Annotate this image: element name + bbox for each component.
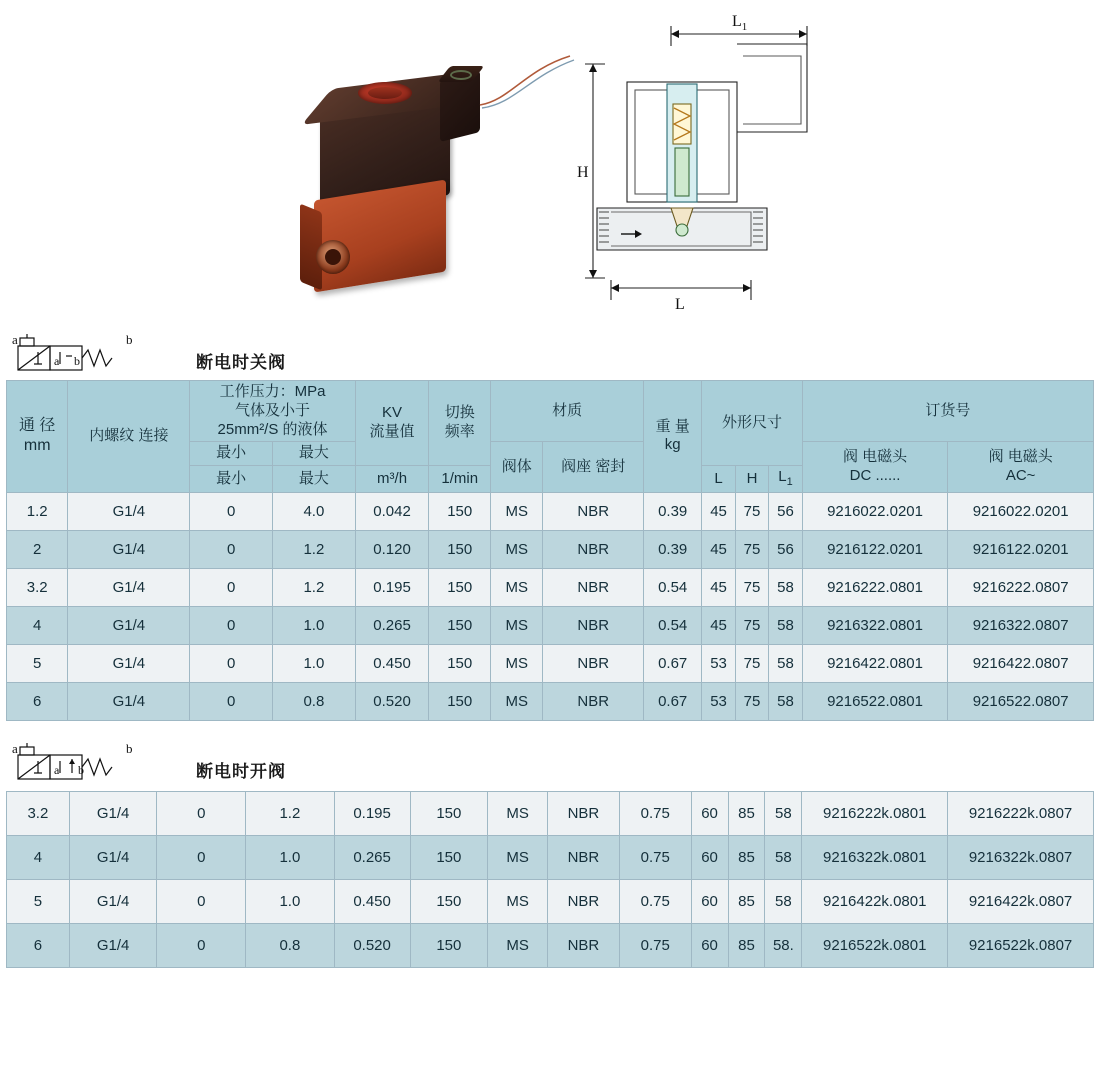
cell-frequency: 150 [429, 606, 491, 644]
cell-dim-h: 85 [728, 791, 765, 835]
valve-port [316, 240, 350, 274]
th-weight-unit: kg [664, 436, 681, 454]
cell-frequency: 150 [410, 923, 488, 967]
dim-label-l: L [675, 296, 685, 312]
th-thread: 内螺纹 连接 [68, 381, 190, 493]
cell-pressure-max: 0.8 [273, 682, 356, 720]
symbol2-label-inner-b: b [78, 762, 84, 777]
th-pressure-title: 工作压力：MPa [219, 383, 326, 400]
valve-symbol-normally-open [8, 743, 158, 789]
cell-weight: 0.75 [619, 923, 691, 967]
cell-order-ac: 9216422.0807 [948, 644, 1094, 682]
dim-label-h: H [577, 164, 589, 181]
cell-bore: 1.2 [7, 492, 68, 530]
table-row [7, 568, 1094, 606]
cell-order-dc: 9216222.0801 [802, 568, 948, 606]
table-row [7, 606, 1094, 644]
th-bore [7, 381, 68, 493]
cell-dim-l: 60 [691, 791, 728, 835]
th-switch-freq: 频率 [444, 423, 475, 440]
cell-order-ac: 9216422k.0807 [948, 879, 1094, 923]
cell-dim-l1: 58 [769, 568, 802, 606]
cell-order-dc: 9216022.0201 [802, 492, 948, 530]
cell-pressure-max: 1.0 [273, 644, 356, 682]
symbol-label-inner-a: a [54, 354, 60, 368]
product-illustrations [0, 0, 1100, 330]
th-dim-l1-label: L [778, 468, 787, 485]
th-dim-l1 [769, 466, 802, 493]
cell-dim-h: 75 [735, 682, 768, 720]
cell-weight: 0.75 [619, 791, 691, 835]
cell-thread: G1/4 [69, 923, 157, 967]
cell-dim-l: 53 [702, 644, 735, 682]
symbol2-label-a: a [12, 742, 18, 756]
th-order-ac [948, 442, 1094, 493]
cell-dim-h: 75 [735, 606, 768, 644]
table-row [7, 682, 1094, 720]
th-material-seat: 阀座 密封 [543, 442, 644, 493]
spec-table-body-open [7, 791, 1094, 967]
th-dims: 外形尺寸 [702, 381, 802, 466]
cell-material-seal: NBR [548, 923, 620, 967]
cell-bore: 2 [7, 530, 68, 568]
cell-order-ac: 9216122.0201 [948, 530, 1094, 568]
cell-pressure-max: 1.2 [246, 791, 335, 835]
cell-dim-h: 75 [735, 492, 768, 530]
cell-pressure-min: 0 [190, 568, 273, 606]
cell-dim-l: 45 [702, 568, 735, 606]
th-weight-label: 重 量 [655, 417, 690, 435]
table-row [7, 879, 1094, 923]
cell-kv: 0.195 [334, 791, 410, 835]
cell-pressure-min: 0 [157, 879, 246, 923]
cell-frequency: 150 [429, 492, 491, 530]
cell-order-dc: 9216322.0801 [802, 606, 948, 644]
cell-material-seal: NBR [543, 492, 644, 530]
th-pressure-min: 最小 [190, 442, 273, 466]
spec-table-open-wrapper [0, 791, 1100, 968]
cell-frequency: 150 [429, 568, 491, 606]
cell-dim-l: 60 [691, 879, 728, 923]
cell-material-seal: NBR [543, 530, 644, 568]
cell-weight: 0.54 [644, 606, 702, 644]
cell-material-body: MS [488, 835, 548, 879]
cell-thread: G1/4 [68, 568, 190, 606]
cell-pressure-max: 1.0 [246, 835, 335, 879]
symbol2-label-inner-a: a [54, 762, 60, 777]
cell-material-seal: NBR [543, 606, 644, 644]
cell-material-seal: NBR [548, 791, 620, 835]
th-kv-unit: m³/h [355, 466, 429, 493]
cell-weight: 0.67 [644, 682, 702, 720]
cell-weight: 0.39 [644, 530, 702, 568]
cell-frequency: 150 [429, 682, 491, 720]
th-kv-flow: 流量值 [369, 423, 415, 440]
cell-dim-l: 45 [702, 492, 735, 530]
coil-nut-inner [368, 87, 402, 99]
cell-material-body: MS [491, 530, 543, 568]
th-order: 订货号 [802, 381, 1093, 442]
cell-dim-h: 75 [735, 644, 768, 682]
cell-dim-l: 45 [702, 606, 735, 644]
spacer [0, 721, 1100, 739]
cell-bore: 4 [7, 835, 70, 879]
cell-thread: G1/4 [68, 682, 190, 720]
symbol-label-a: a [12, 334, 18, 347]
cell-kv: 0.265 [355, 606, 429, 644]
cell-kv: 0.195 [355, 568, 429, 606]
th-dim-l1-sub: 1 [786, 476, 793, 488]
spec-table-normally-open [6, 791, 1094, 968]
cell-weight: 0.39 [644, 492, 702, 530]
cell-order-dc: 9216522.0801 [802, 682, 948, 720]
cell-thread: G1/4 [69, 791, 157, 835]
cell-pressure-min: 0 [157, 835, 246, 879]
cell-dim-h: 85 [728, 923, 765, 967]
cell-dim-h: 85 [728, 879, 765, 923]
cell-material-body: MS [491, 644, 543, 682]
cell-order-ac: 9216522k.0807 [948, 923, 1094, 967]
cell-bore: 3.2 [7, 791, 70, 835]
solenoid-valve-photo [300, 40, 560, 290]
th-material: 材质 [491, 381, 644, 442]
cell-bore: 3.2 [7, 568, 68, 606]
cell-pressure-max: 0.8 [246, 923, 335, 967]
cell-thread: G1/4 [69, 835, 157, 879]
th-pressure-min-unit: 最小 [190, 466, 273, 493]
cell-kv: 0.450 [334, 879, 410, 923]
cell-order-ac: 9216222.0807 [948, 568, 1094, 606]
th-switch-unit: 1/min [429, 466, 491, 493]
cell-dim-l1: 56 [769, 492, 802, 530]
th-material-body: 阀体 [491, 442, 543, 493]
th-switch [429, 381, 491, 466]
symbol-row-open [0, 743, 1100, 789]
th-order-dc-sub: DC ...... [849, 467, 901, 484]
cell-thread: G1/4 [68, 530, 190, 568]
cell-bore: 6 [7, 682, 68, 720]
cell-order-dc: 9216422.0801 [802, 644, 948, 682]
cell-weight: 0.75 [619, 835, 691, 879]
cell-material-seal: NBR [543, 568, 644, 606]
spec-table-normally-closed [6, 380, 1094, 721]
cell-order-dc: 9216422k.0801 [802, 879, 948, 923]
table-row [7, 923, 1094, 967]
th-kv [355, 381, 429, 466]
th-pressure-max-unit: 最大 [273, 466, 356, 493]
table-row [7, 835, 1094, 879]
th-weight [644, 381, 702, 493]
cell-thread: G1/4 [68, 606, 190, 644]
valve-symbol-normally-closed [8, 334, 158, 380]
cell-pressure-min: 0 [190, 644, 273, 682]
cell-kv: 0.520 [334, 923, 410, 967]
table-row [7, 791, 1094, 835]
th-pressure-note1: 气体及小于 [235, 401, 311, 419]
cell-dim-h: 75 [735, 568, 768, 606]
cell-order-dc: 9216222k.0801 [802, 791, 948, 835]
cell-material-body: MS [491, 568, 543, 606]
th-order-dc [802, 442, 948, 493]
cell-dim-h: 75 [735, 530, 768, 568]
cell-material-body: MS [491, 492, 543, 530]
dim-label-l1-sub: 1 [741, 21, 748, 33]
th-dim-l: L [702, 466, 735, 493]
cell-bore: 5 [7, 644, 68, 682]
cell-pressure-min: 0 [190, 606, 273, 644]
section-caption-open: 断电时开阀 [196, 761, 286, 781]
cell-pressure-min: 0 [157, 923, 246, 967]
th-order-ac-sub: AC~ [1005, 467, 1036, 484]
cell-material-seal: NBR [543, 682, 644, 720]
th-bore-unit: mm [23, 437, 51, 455]
cell-order-ac: 9216322.0807 [948, 606, 1094, 644]
cell-kv: 0.265 [334, 835, 410, 879]
cell-material-body: MS [488, 791, 548, 835]
cell-weight: 0.67 [644, 644, 702, 682]
svg-text:L1 [732, 13, 747, 33]
cell-frequency: 150 [410, 879, 488, 923]
cell-thread: G1/4 [69, 879, 157, 923]
cell-order-dc: 9216522k.0801 [802, 923, 948, 967]
cell-pressure-min: 0 [157, 791, 246, 835]
cell-thread: G1/4 [68, 492, 190, 530]
cell-kv: 0.120 [355, 530, 429, 568]
valve-body [314, 180, 446, 293]
cell-kv: 0.450 [355, 644, 429, 682]
cell-pressure-max: 1.0 [273, 606, 356, 644]
cell-bore: 6 [7, 923, 70, 967]
cell-dim-l: 60 [691, 835, 728, 879]
cell-dim-l1: 56 [769, 530, 802, 568]
cell-material-body: MS [488, 923, 548, 967]
cell-weight: 0.75 [619, 879, 691, 923]
cell-bore: 5 [7, 879, 70, 923]
cell-kv: 0.520 [355, 682, 429, 720]
th-switch-label: 切换 [444, 404, 475, 422]
cell-frequency: 150 [410, 835, 488, 879]
cell-order-dc: 9216122.0201 [802, 530, 948, 568]
cell-material-seal: NBR [548, 879, 620, 923]
cell-material-body: MS [491, 606, 543, 644]
cell-dim-l1: 58 [765, 791, 802, 835]
section-caption-closed: 断电时关阀 [196, 353, 286, 372]
cell-dim-l: 60 [691, 923, 728, 967]
symbol-label-b: b [126, 334, 133, 347]
cell-order-dc: 9216322k.0801 [802, 835, 948, 879]
cell-pressure-min: 0 [190, 492, 273, 530]
symbol-label-inner-b: b [74, 354, 80, 368]
cell-order-ac: 9216022.0201 [948, 492, 1094, 530]
cell-frequency: 150 [429, 644, 491, 682]
cell-material-seal: NBR [548, 835, 620, 879]
cell-dim-l1: 58 [769, 644, 802, 682]
th-dim-h: H [735, 466, 768, 493]
connector-ring [450, 70, 472, 80]
lead-wire [470, 50, 590, 130]
spec-table-header [7, 381, 1094, 493]
cell-dim-l: 53 [702, 682, 735, 720]
cell-kv: 0.042 [355, 492, 429, 530]
symbol-row-closed [0, 334, 1100, 380]
cell-pressure-max: 1.0 [246, 879, 335, 923]
cell-pressure-min: 0 [190, 682, 273, 720]
th-pressure-max: 最大 [273, 442, 356, 466]
th-order-dc-label: 阀 电磁头 [842, 448, 908, 466]
table-row [7, 644, 1094, 682]
cell-material-seal: NBR [543, 644, 644, 682]
cell-frequency: 150 [410, 791, 488, 835]
cell-pressure-max: 4.0 [273, 492, 356, 530]
th-pressure-note2: 25mm²/S 的液体 [217, 420, 328, 438]
cell-bore: 4 [7, 606, 68, 644]
cell-dim-l1: 58 [769, 682, 802, 720]
cell-dim-l1: 58 [765, 879, 802, 923]
cell-order-ac: 9216322k.0807 [948, 835, 1094, 879]
cell-pressure-min: 0 [190, 530, 273, 568]
cell-dim-l1: 58. [765, 923, 802, 967]
dim-label-l1: L [732, 13, 742, 30]
th-kv-label: KV [382, 404, 403, 422]
cell-dim-l1: 58 [769, 606, 802, 644]
cell-order-ac: 9216222k.0807 [948, 791, 1094, 835]
cell-material-body: MS [488, 879, 548, 923]
cell-dim-l1: 58 [765, 835, 802, 879]
th-pressure-group [190, 381, 355, 442]
symbol2-label-b: b [126, 742, 133, 756]
cell-dim-h: 85 [728, 835, 765, 879]
table-row [7, 492, 1094, 530]
table-row [7, 530, 1094, 568]
cell-order-ac: 9216522.0807 [948, 682, 1094, 720]
cell-pressure-max: 1.2 [273, 530, 356, 568]
dimension-drawing [575, 12, 905, 312]
cell-frequency: 150 [429, 530, 491, 568]
cell-dim-l: 45 [702, 530, 735, 568]
th-order-ac-label: 阀 电磁头 [988, 448, 1053, 466]
cell-thread: G1/4 [68, 644, 190, 682]
cell-material-body: MS [491, 682, 543, 720]
th-bore-label: 通 径 [18, 417, 56, 435]
cell-pressure-max: 1.2 [273, 568, 356, 606]
spec-table-body-closed [7, 492, 1094, 720]
cell-weight: 0.54 [644, 568, 702, 606]
